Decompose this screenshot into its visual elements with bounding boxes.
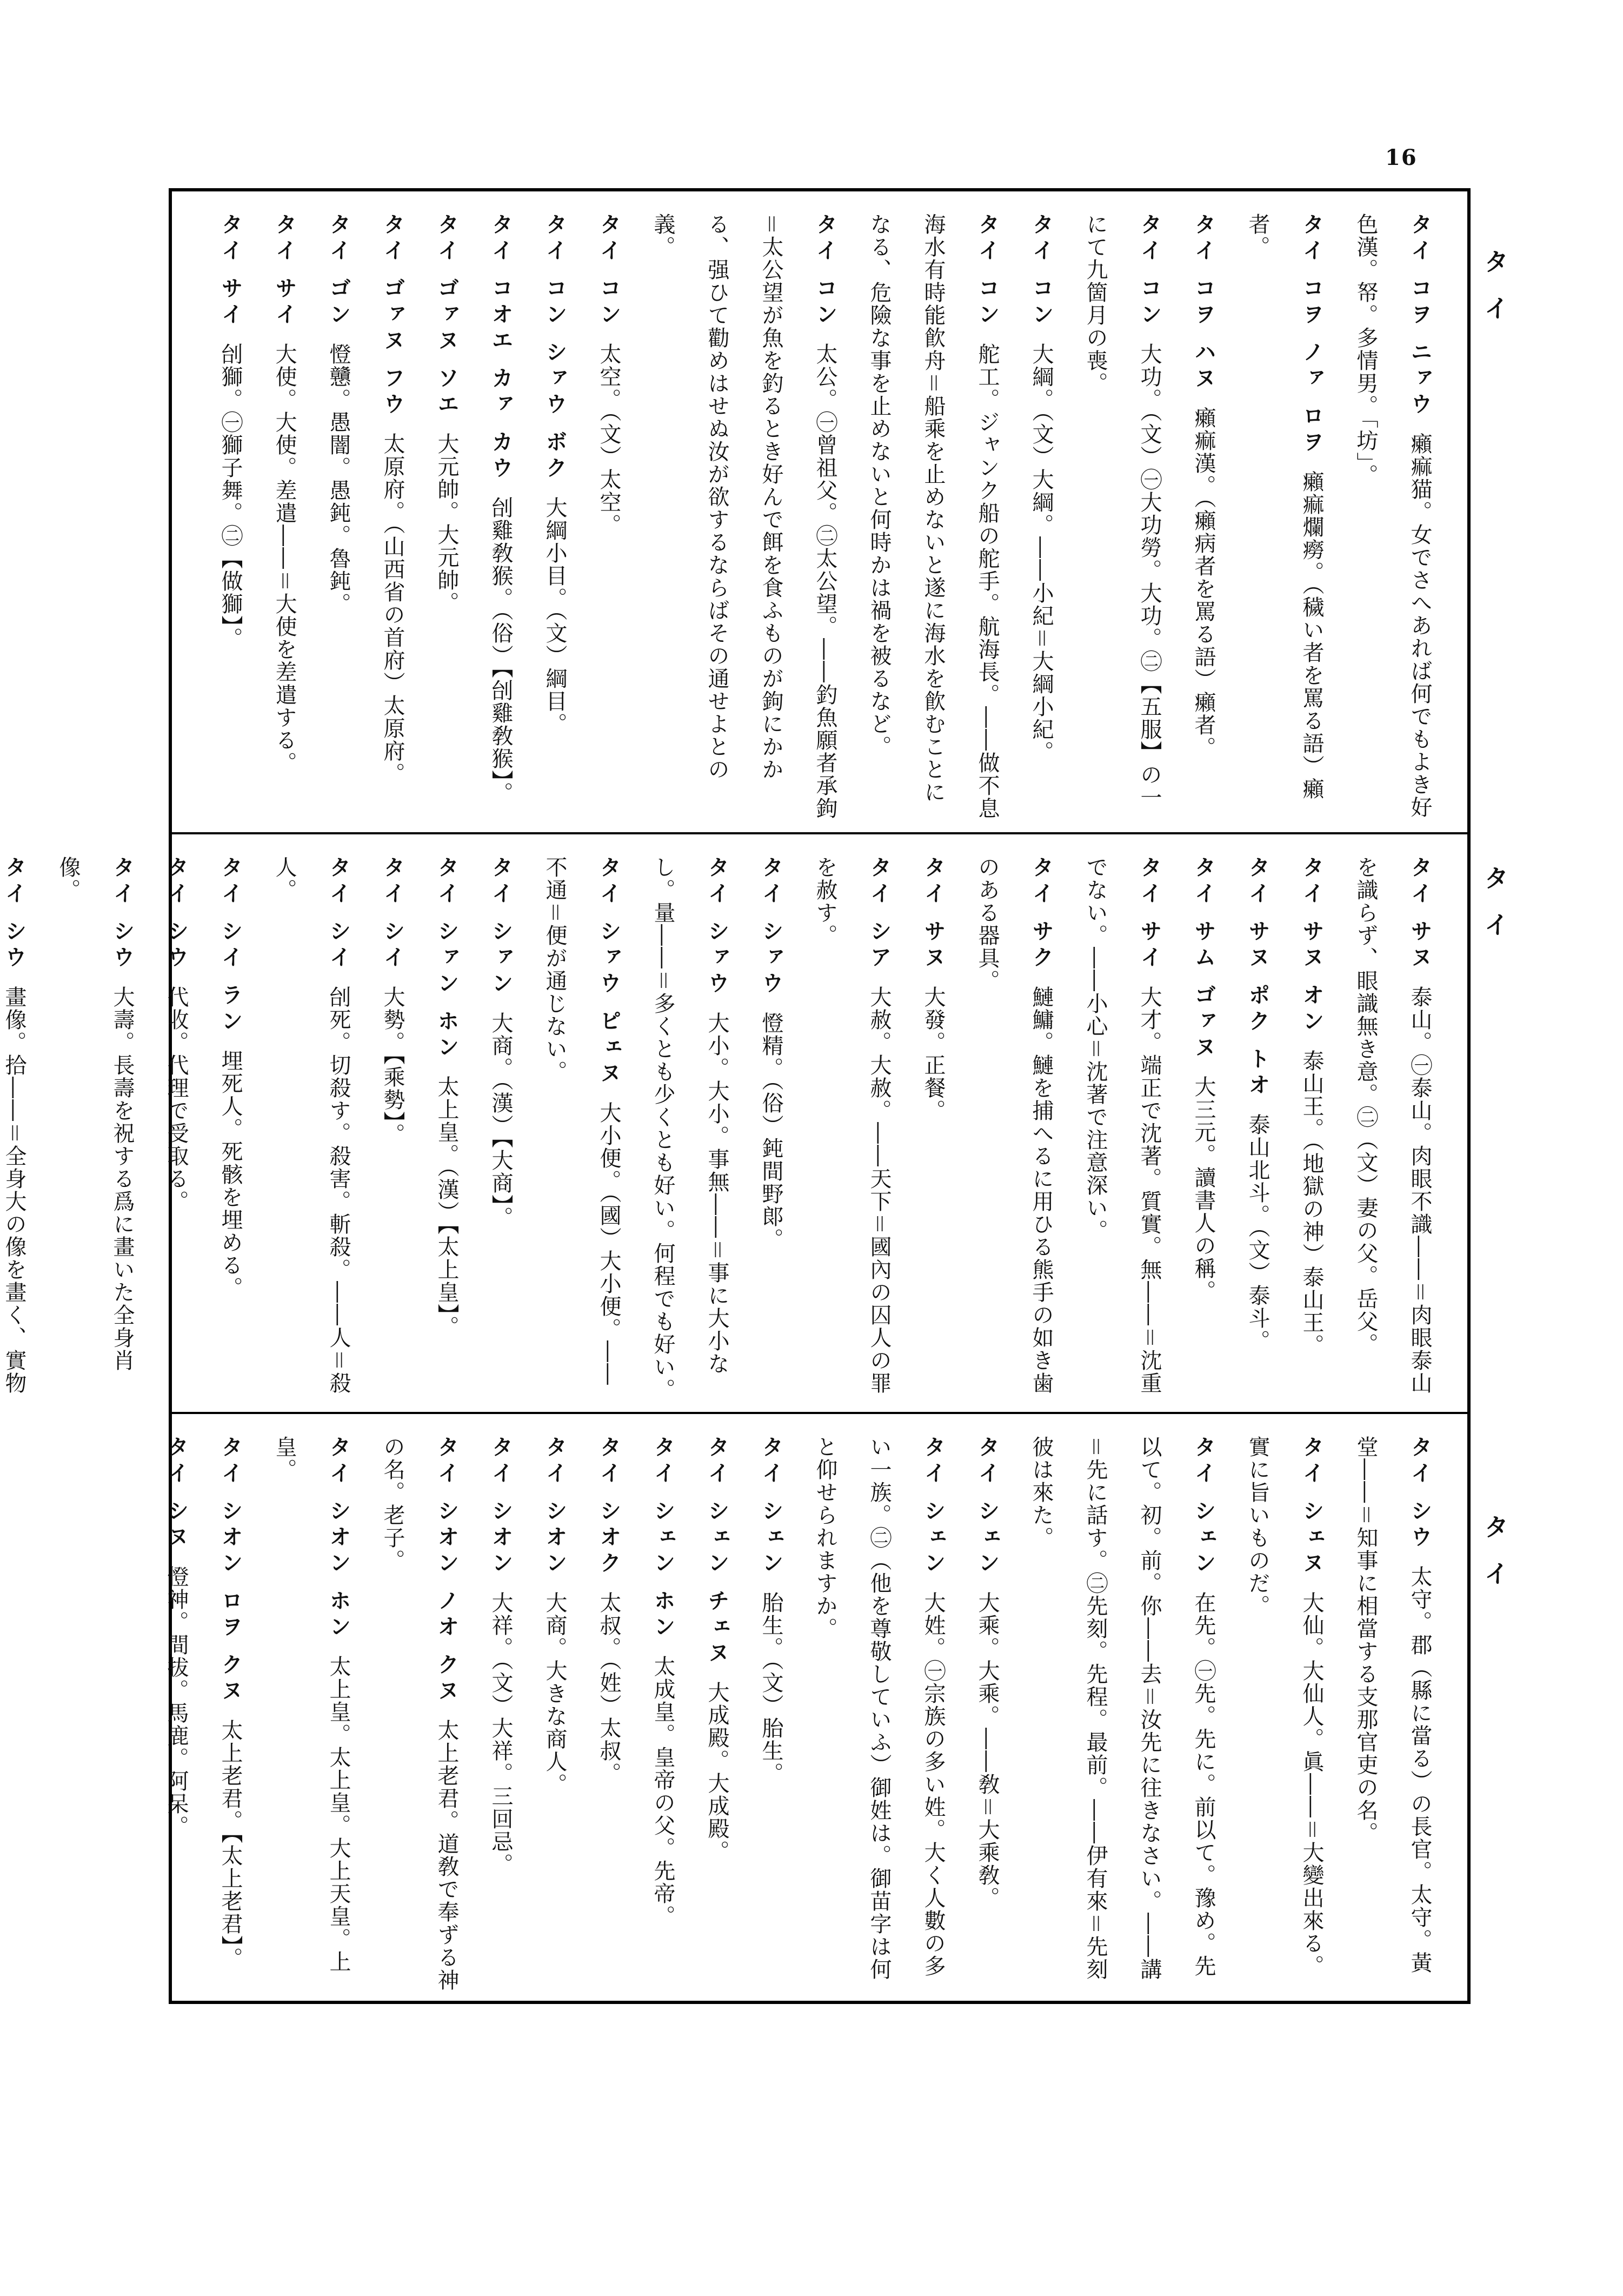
dictionary-entry [636, 856, 744, 1401]
entry-headword: タイ シウ [164, 856, 189, 972]
entry-definition: 大三元。讀書人の稱。 [1191, 1075, 1216, 1303]
dictionary-entry [474, 213, 528, 821]
entry-definition: 埋死人。死骸を埋める。 [218, 1049, 243, 1299]
entry-headword: タイ シオン ロヲ クヌ [218, 1436, 243, 1705]
entry-headword: タイ サム ゴァヌ [1191, 856, 1216, 1061]
entry-definition: 大綱。（文）大綱。――小紀＝大綱小紀。 [1029, 342, 1054, 764]
entry-definition: 癩痲漢。（癩病者を罵る語）癩者。 [1191, 406, 1216, 759]
entry-definition: 鰱鱅。鰱を捕へるに用ひる熊手の如き歯のある器具。 [975, 856, 1054, 1395]
entry-headword: タイ シオク [596, 1436, 621, 1577]
entry-headword: タイ シェヌ [1299, 1436, 1324, 1577]
dictionary-entry [365, 856, 420, 1401]
entry-definition: 憕戇。愚闇。愚鈍。魯鈍。 [326, 342, 351, 615]
entry-definition: 太上老君。【太上老君】。 [218, 1718, 243, 1970]
dictionary-entry [420, 213, 474, 821]
entry-definition: 大使。大使。差遣――＝大使を差遣する。 [272, 342, 297, 774]
dictionary-entry [1014, 1436, 1230, 1993]
entry-definition: 大功。（文）㊀大功勞。大功。㊁【五服】の一にて九箇月の喪。 [1083, 213, 1162, 809]
dictionary-entry [257, 213, 311, 821]
dictionary-entry [798, 1436, 960, 1993]
entry-headword: タイ ゴァヌ フウ [380, 213, 405, 419]
entry-definition: 太成皇。皇帝の父。先帝。 [650, 1655, 675, 1928]
entry-definition: 大祥。（文）大祥。三回忌。 [488, 1591, 513, 1876]
entry-definition: 憕精。（俗）鈍間野郞。 [759, 1011, 783, 1251]
dictionary-entry [636, 1436, 690, 1993]
page-number: 16 [1385, 145, 1418, 170]
entry-definition: 大小。大小。事無――＝事に大小なし。量――＝多くとも少くとも好い。何程でも好い。 [650, 856, 729, 1401]
entry-definition: 大綱小目。（文）綱目。 [542, 496, 567, 735]
entry-headword: タイ コヲ ハヌ [1191, 213, 1216, 393]
entry-definition: 癩痲爛癆。（穢い者を罵る語）癩者。 [1245, 213, 1324, 800]
dictionary-entry [0, 856, 41, 1401]
dictionary-entry [582, 1436, 636, 1993]
entry-definition: 太上皇。（漢）【太上皇】。 [434, 1075, 459, 1338]
entry-headword: タイ シウ [1407, 1436, 1432, 1551]
dictionary-entry [1230, 1436, 1339, 1993]
dictionary-entry [1068, 856, 1176, 1401]
dictionary-entry [203, 856, 257, 1401]
entry-definition: 泰山。㊀泰山。肉眼不識――＝肉眼泰山を識らず、眼識無き意。㊁（文）妻の父。岳父。 [1353, 856, 1432, 1395]
entry-headword: タイ シオン [488, 1436, 513, 1577]
side-label-top: タイ [1480, 249, 1509, 342]
dictionary-entry [474, 856, 528, 1401]
entry-definition: 大赦。大赦。――天下＝國內の囚人の罪を赦す。 [813, 856, 892, 1395]
dictionary-entry [636, 213, 852, 821]
entry-headword: タイ シァウ ピェヌ [596, 856, 621, 1087]
dictionary-entry [1230, 213, 1339, 821]
dictionary-entry [582, 213, 636, 821]
entry-headword: タイ コン [1137, 213, 1162, 329]
dictionary-section-top [172, 191, 1467, 832]
dictionary-entry [149, 1436, 203, 1993]
entry-headword: タイ サイ [1137, 856, 1162, 972]
dictionary-entry [311, 213, 365, 821]
entry-headword: タイ ゴン [326, 213, 351, 329]
entry-headword: タイ シァン [488, 856, 513, 998]
entry-headword: タイ シイ ラン [218, 856, 243, 1036]
entry-definition: 太原府。（山西省の首府）太原府。 [380, 432, 405, 785]
entry-headword: タイ シオン ノオ クヌ [434, 1436, 459, 1705]
dictionary-entry [1285, 856, 1339, 1401]
entry-headword: タイ シェン チェヌ [704, 1436, 729, 1667]
entry-definition: 大姓。㊀宗族の多い姓。大く人數の多い一族。㊁（他を尊敬していふ）御姓は。御苗字は何と仰せられますか。 [813, 1436, 946, 1981]
entry-definition: 大壽。長壽を祝する爲に畫いた全身肖像。 [56, 856, 135, 1372]
dictionary-entry [744, 856, 798, 1401]
entry-definition: 刣死。切殺す。殺害。斬殺。――人＝殺人。 [272, 856, 351, 1395]
entry-headword: タイ サヌ [1407, 856, 1432, 972]
entry-definition: 太公。㊀曾祖父。㊁太公望。――釣魚願者承鉤＝太公望が魚を釣るとき好んで餌を食ふものが鉤にかかる、强ひて勸めはせぬ汝が欲するならばその通せよとの義。 [650, 213, 837, 820]
dictionary-entry [1230, 856, 1285, 1401]
dictionary-section-middle [2, 832, 1467, 1412]
entry-headword: タイ シェン [759, 1436, 783, 1577]
dictionary-entry [149, 856, 203, 1401]
dictionary-entry [203, 213, 257, 821]
entry-headword: タイ コオエ カァ カウ [488, 213, 513, 482]
side-label-bottom: タイ [1480, 1514, 1509, 1607]
entry-headword: タイ サイ [218, 213, 243, 329]
entry-definition: 畫像。拾――＝全身大の像を畫く、實物 [2, 985, 26, 1395]
entry-headword: タイ サヌ [921, 856, 946, 972]
entry-headword: タイ シェン ホン [650, 1436, 675, 1641]
entry-definition: 太上皇。太上皇。大上天皇。上皇。 [272, 1436, 351, 1973]
entry-headword: タイ サヌ ポク トオ [1245, 856, 1270, 1099]
dictionary-entry [257, 856, 365, 1401]
entry-definition: 太守。郡（縣に當る）の長官。太守。黃堂――＝知事に相當する支那官吏の名。 [1353, 1436, 1432, 1974]
entry-headword: タイ シァウ [704, 856, 729, 998]
entry-headword: タイ シオン ホン [326, 1436, 351, 1641]
entry-headword: タイ シヌ [164, 1436, 189, 1551]
entry-headword: タイ サヌ オン [1299, 856, 1324, 1036]
entry-headword: タイ シウ [110, 856, 135, 972]
entry-definition: 太叔。（姓）太叔。 [596, 1591, 621, 1785]
entry-headword: タイ シイ [380, 856, 405, 972]
dictionary-entry [960, 856, 1068, 1401]
entry-headword: タイ サク [1029, 856, 1054, 972]
entry-headword: タイ シァン ホン [434, 856, 459, 1061]
dictionary-entry [1176, 856, 1230, 1401]
dictionary-entry [474, 1436, 528, 1993]
entry-definition: 大小便。（國）大小便。――不通＝便が通じない。 [542, 856, 621, 1386]
entry-definition: 大元帥。大元帥。 [434, 432, 459, 614]
dictionary-entry [1068, 213, 1176, 821]
dictionary-entry [906, 856, 960, 1401]
entry-definition: 大商。大きな商人。 [542, 1591, 567, 1796]
entry-definition: 在先。㊀先。先に。前以て。豫め。先以て。初。前。你――去＝汝先に往きなさい。――講＝先に話す。㊁先刻。先程。最前。――伊有來＝先刻彼は來た。 [1029, 1436, 1216, 1981]
dictionary-entry [690, 1436, 744, 1993]
entry-definition: 泰山王。（地獄の神）泰山王。 [1299, 1049, 1324, 1357]
entry-definition: 太上老君。道敎で奉ずる神の名。老子。 [380, 1436, 459, 1992]
entry-headword: タイ シウ [2, 856, 26, 972]
dictionary-entry [257, 1436, 365, 1993]
entry-definition: 憕神。間拔。馬鹿。阿呆。 [164, 1565, 189, 1838]
entry-headword: タイ シオン [542, 1436, 567, 1577]
entry-definition: 大成殿。大成殿。 [704, 1681, 729, 1863]
entry-headword: タイ シァウ [759, 856, 783, 998]
dictionary-entry [1339, 213, 1447, 821]
entry-headword: タイ コン シァウ ボク [542, 213, 567, 482]
dictionary-section-bottom [164, 1412, 1467, 2004]
dictionary-entry [1339, 856, 1447, 1401]
dictionary-entry [852, 213, 1014, 821]
entry-headword: タイ コヲ ニァウ [1407, 213, 1432, 419]
entry-definition: 舵工。ジャンク船の舵手。航海長。――做不息海水有時能飮舟＝船乘を止めないと遂に海水を飮むことになる、危險な事を止めないと何時かは禍を被るなど。 [867, 213, 1000, 820]
entry-definition: 大商。（漢）【大商】。 [488, 1011, 513, 1229]
entry-definition: 胎生。（文）胎生。 [759, 1591, 783, 1785]
entry-headword: タイ コン [596, 213, 621, 329]
entry-definition: 大仙。大仙人。眞――＝大變出來る。實に旨いものだ。 [1245, 1436, 1324, 1978]
dictionary-entry [1014, 213, 1068, 821]
dictionary-entry [528, 856, 636, 1401]
dictionary-entry [798, 856, 906, 1401]
entry-definition: 刣雞敎猴。（俗）【刣雞敎猴】。 [488, 496, 513, 805]
entry-headword: タイ シア [867, 856, 892, 972]
entry-definition: 大勢。【乘勢】。 [380, 985, 405, 1146]
dictionary-entry [528, 213, 582, 821]
dictionary-entry [1176, 213, 1230, 821]
entry-definition: 大乘。大乘。――敎＝大乘敎。 [975, 1591, 1000, 1909]
entry-definition: 刣獅。㊀獅子舞。㊁【做獅】。 [218, 342, 243, 650]
dictionary-entry [41, 856, 149, 1401]
entry-headword: タイ シイ [326, 856, 351, 972]
entry-headword: タイ コヲ ノァ ロヲ [1299, 213, 1324, 456]
entry-definition: 大才。端正で沈著。質實。無――＝沈重でない。――小心＝沈著で注意深い。 [1083, 856, 1162, 1395]
entry-headword: タイ シェン [921, 1436, 946, 1577]
entry-headword: タイ サイ [272, 213, 297, 329]
dictionary-entry [365, 213, 420, 821]
entry-definition: 癩痲猫。女でさへあれば何でもよき好色漢。帑。多情男。「坊」。 [1353, 213, 1432, 819]
dictionary-frame [2, 188, 1471, 2004]
dictionary-entry [365, 1436, 474, 1993]
entry-definition: 太空。（文）太空。 [596, 342, 621, 536]
entry-headword: タイ コン [813, 213, 837, 329]
entry-headword: タイ コン [1029, 213, 1054, 329]
entry-headword: タイ シェン [1191, 1436, 1216, 1577]
entry-definition: 大發。正餐。 [921, 985, 946, 1122]
dictionary-entry [420, 856, 474, 1401]
dictionary-entry [528, 1436, 582, 1993]
entry-headword: タイ コン [975, 213, 1000, 329]
entry-headword: タイ シェン [975, 1436, 1000, 1577]
dictionary-entry [1339, 1436, 1447, 1993]
dictionary-entry [203, 1436, 257, 1993]
dictionary-entry [960, 1436, 1014, 1993]
side-label-middle: タイ [1480, 865, 1509, 958]
dictionary-entry [744, 1436, 798, 1993]
entry-definition: 泰山北斗。（文）泰斗。 [1245, 1113, 1270, 1352]
entry-headword: タイ ゴァヌ ソエ [434, 213, 459, 419]
entry-definition: 代收。代理で受取る。 [164, 985, 189, 1213]
